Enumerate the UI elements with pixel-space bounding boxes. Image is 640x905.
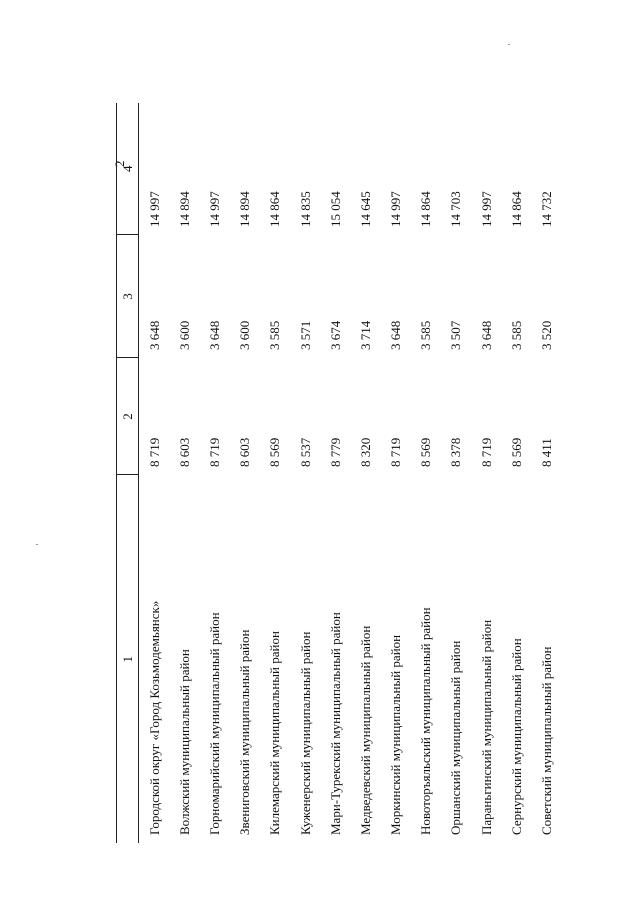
table-row bbox=[169, 103, 199, 843]
value-cell-col3: 3 571 bbox=[297, 320, 313, 350]
value-cell-col3: 3 648 bbox=[206, 320, 222, 350]
table-row bbox=[441, 103, 471, 843]
value-cell-col2: 8 569 bbox=[267, 437, 283, 467]
district-name-cell: Медведевский муниципальный район bbox=[357, 625, 373, 835]
value-cell-col2: 8 537 bbox=[297, 437, 313, 467]
value-cell-col2: 8 779 bbox=[327, 437, 343, 467]
value-cell-col2: 8 719 bbox=[388, 437, 404, 467]
value-cell-col2: 8 719 bbox=[478, 437, 494, 467]
table-row bbox=[471, 103, 501, 843]
value-cell-col3: 3 600 bbox=[176, 320, 192, 350]
district-name-cell: Параньгинский муниципальный район bbox=[478, 619, 494, 835]
district-name-cell: Моркинский муниципальный район bbox=[388, 634, 404, 835]
table-row bbox=[320, 103, 350, 843]
value-cell-col4: 14 997 bbox=[388, 191, 404, 227]
district-name-cell: Мари-Турекский муниципальный район bbox=[327, 612, 343, 835]
district-name-cell: Килемарский муниципальный район bbox=[267, 631, 283, 835]
scan-speck bbox=[508, 44, 510, 45]
district-name-cell: Волжский муниципальный район bbox=[176, 649, 192, 835]
table-row bbox=[139, 103, 170, 843]
table-row bbox=[260, 103, 290, 843]
value-cell-col3: 3 520 bbox=[539, 320, 555, 350]
value-cell-col4: 14 835 bbox=[297, 191, 313, 227]
value-cell-col3: 3 714 bbox=[357, 320, 373, 350]
value-cell-col3: 3 674 bbox=[327, 320, 343, 350]
value-cell-col3: 3 648 bbox=[478, 320, 494, 350]
value-cell-col2: 8 719 bbox=[146, 437, 162, 467]
district-name-cell: Новоторъяльский муниципальный район bbox=[418, 607, 434, 835]
table-row bbox=[381, 103, 411, 843]
value-cell-col3: 3 585 bbox=[267, 320, 283, 350]
district-name-cell: Звениговский муниципальный район bbox=[237, 629, 253, 835]
district-name-cell: Городской округ «Город Козьмодемьянск» bbox=[146, 600, 162, 835]
value-cell-col4: 14 703 bbox=[448, 191, 464, 227]
rotated-table-block bbox=[112, 103, 555, 843]
table-row bbox=[411, 103, 441, 843]
value-cell-col3: 3 585 bbox=[508, 320, 524, 350]
district-name-cell: Сернурский муниципальный район bbox=[508, 638, 524, 835]
value-cell-col2: 8 411 bbox=[539, 438, 555, 467]
value-cell-col3: 3 585 bbox=[418, 320, 434, 350]
scan-speck bbox=[36, 544, 38, 545]
value-cell-col4: 14 732 bbox=[539, 191, 555, 227]
district-name-cell: Горномарийский муниципальный район bbox=[206, 612, 222, 835]
district-name-cell: Куженерский муниципальный район bbox=[297, 631, 313, 835]
table-body bbox=[117, 103, 562, 843]
table-row bbox=[199, 103, 229, 843]
table-row bbox=[531, 103, 561, 843]
value-cell-col2: 8 569 bbox=[418, 437, 434, 467]
table-row bbox=[501, 103, 531, 843]
value-cell-col4: 14 864 bbox=[267, 191, 283, 227]
table-row bbox=[290, 103, 320, 843]
table-row bbox=[350, 103, 380, 843]
value-cell-col4: 14 864 bbox=[508, 191, 524, 227]
value-cell-col4: 14 645 bbox=[357, 191, 373, 227]
value-cell-col4: 14 997 bbox=[146, 191, 162, 227]
value-cell-col2: 8 603 bbox=[176, 437, 192, 467]
district-name-cell: Советский муниципальный район bbox=[539, 646, 555, 835]
value-cell-col4: 14 894 bbox=[176, 191, 192, 227]
value-cell-col3: 3 600 bbox=[237, 320, 253, 350]
value-cell-col4: 14 997 bbox=[478, 191, 494, 227]
value-cell-col4: 14 864 bbox=[418, 191, 434, 227]
value-cell-col3: 3 507 bbox=[448, 320, 464, 350]
district-name-cell: Оршанский муниципальный район bbox=[448, 640, 464, 835]
column-header: 4 bbox=[117, 103, 139, 235]
value-cell-col2: 8 569 bbox=[508, 437, 524, 467]
value-cell-col3: 3 648 bbox=[146, 320, 162, 350]
value-cell-col3: 3 648 bbox=[388, 320, 404, 350]
page-number: 2 bbox=[112, 160, 127, 167]
value-cell-col4: 15 054 bbox=[327, 191, 343, 227]
value-cell-col4: 14 997 bbox=[206, 191, 222, 227]
value-cell-col4: 14 894 bbox=[237, 191, 253, 227]
value-cell-col2: 8 719 bbox=[206, 437, 222, 467]
column-header: 3 bbox=[117, 235, 139, 358]
value-cell-col2: 8 378 bbox=[448, 437, 464, 467]
value-cell-col2: 8 320 bbox=[357, 437, 373, 467]
value-cell-col2: 8 603 bbox=[237, 437, 253, 467]
table-row bbox=[230, 103, 260, 843]
table-header-row bbox=[117, 103, 139, 843]
column-header: 2 bbox=[117, 358, 139, 475]
column-header: 1 bbox=[117, 475, 139, 843]
data-table bbox=[116, 103, 562, 843]
